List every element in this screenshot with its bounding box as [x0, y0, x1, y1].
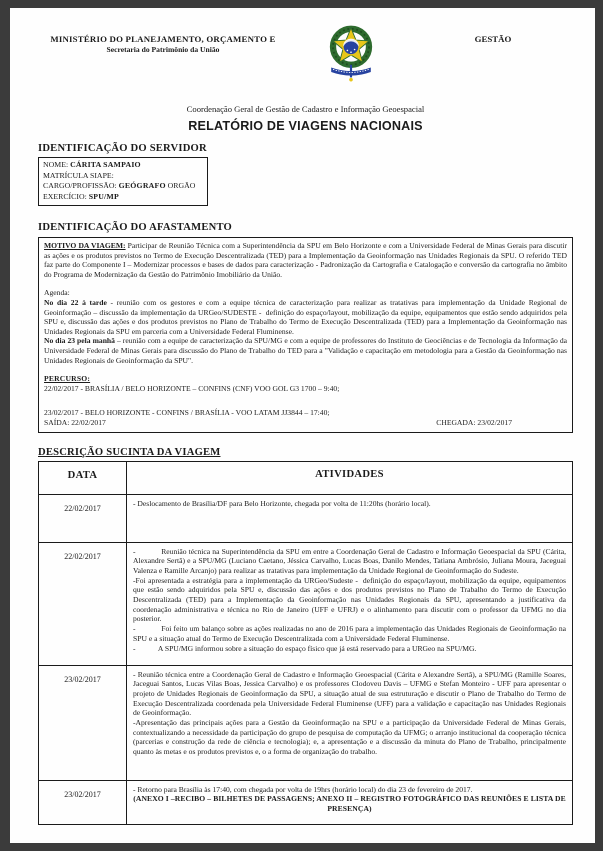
document-header: [38, 22, 573, 86]
row-activities: [127, 781, 572, 824]
activity-paragraph: - Reunião técnica entre a Coordenação Geral de Cadastro e Informação Geoespacial (Cárita e Alexandre Sertã), a SPU/MG (Ramille Soares, Jaceguai Santos, Lucas Vilas Boas, Jessica Carvalho) e os professores Clodoveu Davis – UFMG e Stefan Monteiro - UFF para apresentar o projeto de Unidades Regionais de Geoinformação da SPU, a situação atual de sua estruturação e discutir o Plano de Trabalho do Termo de Execução Descentralizada coordenada pela Universidade Federal Fluminense (UFF) para a validação e capacitação nas Unidades Regionais de Geoinformação.: [133, 669, 568, 718]
percurso-label: PERCURSO:: [44, 374, 91, 384]
nome-value: CÁRITA SAMPAIO: [70, 160, 141, 169]
section-heading-afastamento: IDENTIFICAÇÃO DO AFASTAMENTO: [38, 222, 232, 233]
emblem-container: [288, 22, 413, 86]
document-page: [10, 8, 595, 843]
agenda-item-text: – reunião com a equipe de caracterização da SPU/MG e com a equipe de professores do Instituto de Geociências e de Tecnologia da Informação da Universidade Federal de Minas Gerais para discussão do Plano de Trabalho do TED para a "Validação e capacitação em metodologia para a Gestão da Geoinformação nas Unidades Regionais de Geoinformação da SPU".: [44, 336, 569, 365]
afastamento-box: [38, 237, 573, 433]
agenda-item-label: No dia 22 à tarde: [44, 297, 107, 307]
row-date: 22/02/2017: [39, 495, 127, 542]
servidor-cargo-line: [43, 181, 203, 192]
activity-paragraph: - Retorno para Brasília às 17:40, com chegada por volta de 19hrs (horário local) do dia 23 de fevereiro de 2017.: [133, 784, 473, 794]
activity-paragraph: - A SPU/MG informou sobre a situação do espaço físico que já está reservado para a URGeo na SPU/MG.: [133, 643, 477, 653]
trip-table: [38, 461, 573, 825]
agenda-item-label: No dia 23 pela manhã: [44, 336, 115, 346]
section-heading-viagem: DESCRIÇÃO SUCINTA DA VIAGEM: [38, 446, 221, 458]
activity-paragraph: - Deslocamento de Brasília/DF para Belo Horizonte, chegada por volta de 11:20hs (horário local).: [133, 498, 431, 508]
motivo-label: MOTIVO DA VIAGEM:: [44, 241, 126, 250]
nome-label: NOME:: [43, 160, 69, 169]
row-activities: [127, 666, 572, 780]
servidor-info-box: [38, 157, 208, 206]
org-unit-line: Coordenação Geral de Gestão de Cadastro e Informação Geoespacial: [186, 104, 425, 114]
cargo-label: CARGO/PROFISSÃO:: [43, 181, 117, 190]
agenda-item-dia23: [44, 336, 567, 365]
agenda-label: Agenda:: [44, 288, 70, 298]
servidor-matricula-line: [43, 171, 203, 182]
servidor-exercicio-line: [43, 192, 203, 203]
table-row: [39, 780, 572, 824]
row-date: 22/02/2017: [39, 543, 127, 665]
saida-value: SAÍDA: 22/02/2017: [44, 417, 106, 427]
table-row: [39, 494, 572, 542]
section-heading-servidor: IDENTIFICAÇÃO DO SERVIDOR: [38, 143, 207, 154]
activity-paragraph: -Foi apresentada a estratégia para a implementação da URGeo/Sudeste - definição do espaço/layout, mobilização da equipe, equipamentos que estão sendo adquiridos pela SPU e, discussão das ações e dos produtos previstos no Plano de Trabalho do Termo de Execução Descentralizada (TED) para a Implementação da Geoinformação nas Unidades Regionais da SPU, apresentando a justificativa da coordenação administrativa e técnica no Rio de Janeiro (UFF e UFRJ) e o alinhamento para discutir com o professor da UFMG no dia posterior.: [133, 575, 568, 624]
row-date: 23/02/2017: [39, 781, 127, 824]
agenda-item-dia22: [44, 298, 567, 336]
table-row: [39, 665, 572, 780]
agenda-item-text: - reunião com os gestores e com a equipe técnica de caracterização para realizar as tratativas para implementação da Unidade Regional de Geoinformação – discussão da implementação da URGeo/SUDESTE - definição do espaço/layout, mobilização da equipe, equipamentos que estão sendo adquiridos pela SPU e, discussão das ações e dos produtos previstos no Plano de Trabalho do Termo de Execução Descentralizada (TED) para a Implementação da Geoinformação nas Unidades Regionais da SPU em parceria com a Universidade Federal Fluminense.: [44, 297, 569, 336]
column-header-data: DATA: [39, 462, 127, 494]
chegada-value: CHEGADA: 23/02/2017: [436, 417, 512, 427]
table-row: [39, 542, 572, 665]
activity-paragraph: - Foi feito um balanço sobre as ações realizadas no ano de 2016 para a implementação das Unidades Regionais de Geoinformação na SPU e a situação atual do Termo de Execução Descentralizada com a Universidade Federal Fluminense.: [133, 624, 568, 643]
servidor-nome-line: [43, 160, 203, 171]
percurso-line-1: 22/02/2017 - BRASÍLIA / BELO HORIZONTE – CONFINS (CNF) VOO GOL G3 1700 – 9:40;: [44, 383, 340, 393]
activity-paragraph: -Apresentação das principais ações para a Gestão da Geoinformação na SPU e a participação da Universidade Federal de Minas Gerais, contextualizando a necessidade da participação do grupo de pesquisa de computação da UFMG; o arranjo institucional da cooperação técnica (parcerias e construção da rede de ciência e tecnologia); e, a apresentação e a discussão da minuta do Plano de Trabalho, principalmente quanto às metas e os produtos previstos e, o a forma de organização do trabalho.: [133, 718, 568, 757]
annex-note: (ANEXO I –RECIBO – BILHETES DE PASSAGENS; ANEXO II – REGISTRO FOTOGRÁFICO DAS REUNIÕES E LISTA DE PRESENÇA): [133, 794, 566, 813]
secretariat-name: Secretaria do Patrimônio da União: [106, 45, 220, 54]
orgao-label: ORGÃO: [167, 181, 196, 190]
row-activities: [127, 543, 572, 665]
activity-paragraph: - Reunião técnica na Superintendência da SPU em entre a Coordenação Geral de Cadastro e Informação Geoespacial da SPU (Cárita, Alexandre Sertã) e a SPU/MG (Luciano Caetano, Jéssica Carvalho, Lucas Boas, Danilo Mendes, Tatiana Ambrósio, Juliana Moura, Jaceguai Valenza e Ramille Arcanjo) para realizar as tratativas para implementação da Unidade Regional de Geoinformação do Sudeste.: [133, 546, 568, 575]
motivo-paragraph: [44, 241, 567, 279]
document-title: RELATÓRIO DE VIAGENS NACIONAIS: [188, 119, 423, 133]
brazil-coat-of-arms-icon: [324, 22, 378, 86]
column-header-atividades: ATIVIDADES: [315, 468, 384, 480]
matricula-label: MATRÍCULA SIAPE:: [43, 170, 114, 180]
row-date: 23/02/2017: [39, 666, 127, 780]
row-activities: [127, 495, 572, 542]
ministry-block: [38, 22, 288, 54]
cargo-value: GEÓGRAFO: [118, 181, 166, 190]
percurso-line-2: 23/02/2017 - BELO HORIZONTE - CONFINS / BRASÍLIA - VOO LATAM JJ3844 – 17:40;: [44, 408, 330, 418]
ministry-name: MINISTÉRIO DO PLANEJAMENTO, ORÇAMENTO E: [50, 34, 276, 44]
motivo-text: Participar de Reunião Técnica com a Superintendência da SPU em Belo Horizonte e com a Universidade Federal de Minas Gerais para discutir as ações e os produtos previstos no Termo de Execução Descentralizada (TED) para a Implementação da Geoinformação nas Unidades Regionais da SPU. O referido TED faz parte do Componente I – Modernizar processos e bases de dados para caracterização - Padronização da Cartografia e Catalogação e conversão da cartografia no âmbito do Programa de Modernização da Gestão do Patrimônio Imobiliário da União.: [44, 241, 569, 279]
ministry-name-continued: GESTÃO: [474, 34, 512, 44]
saida-chegada-row: [44, 418, 567, 428]
exercicio-value: SPU/MP: [88, 191, 119, 201]
table-header-row: [39, 462, 572, 494]
exercicio-label: EXERCÍCIO:: [43, 191, 87, 201]
